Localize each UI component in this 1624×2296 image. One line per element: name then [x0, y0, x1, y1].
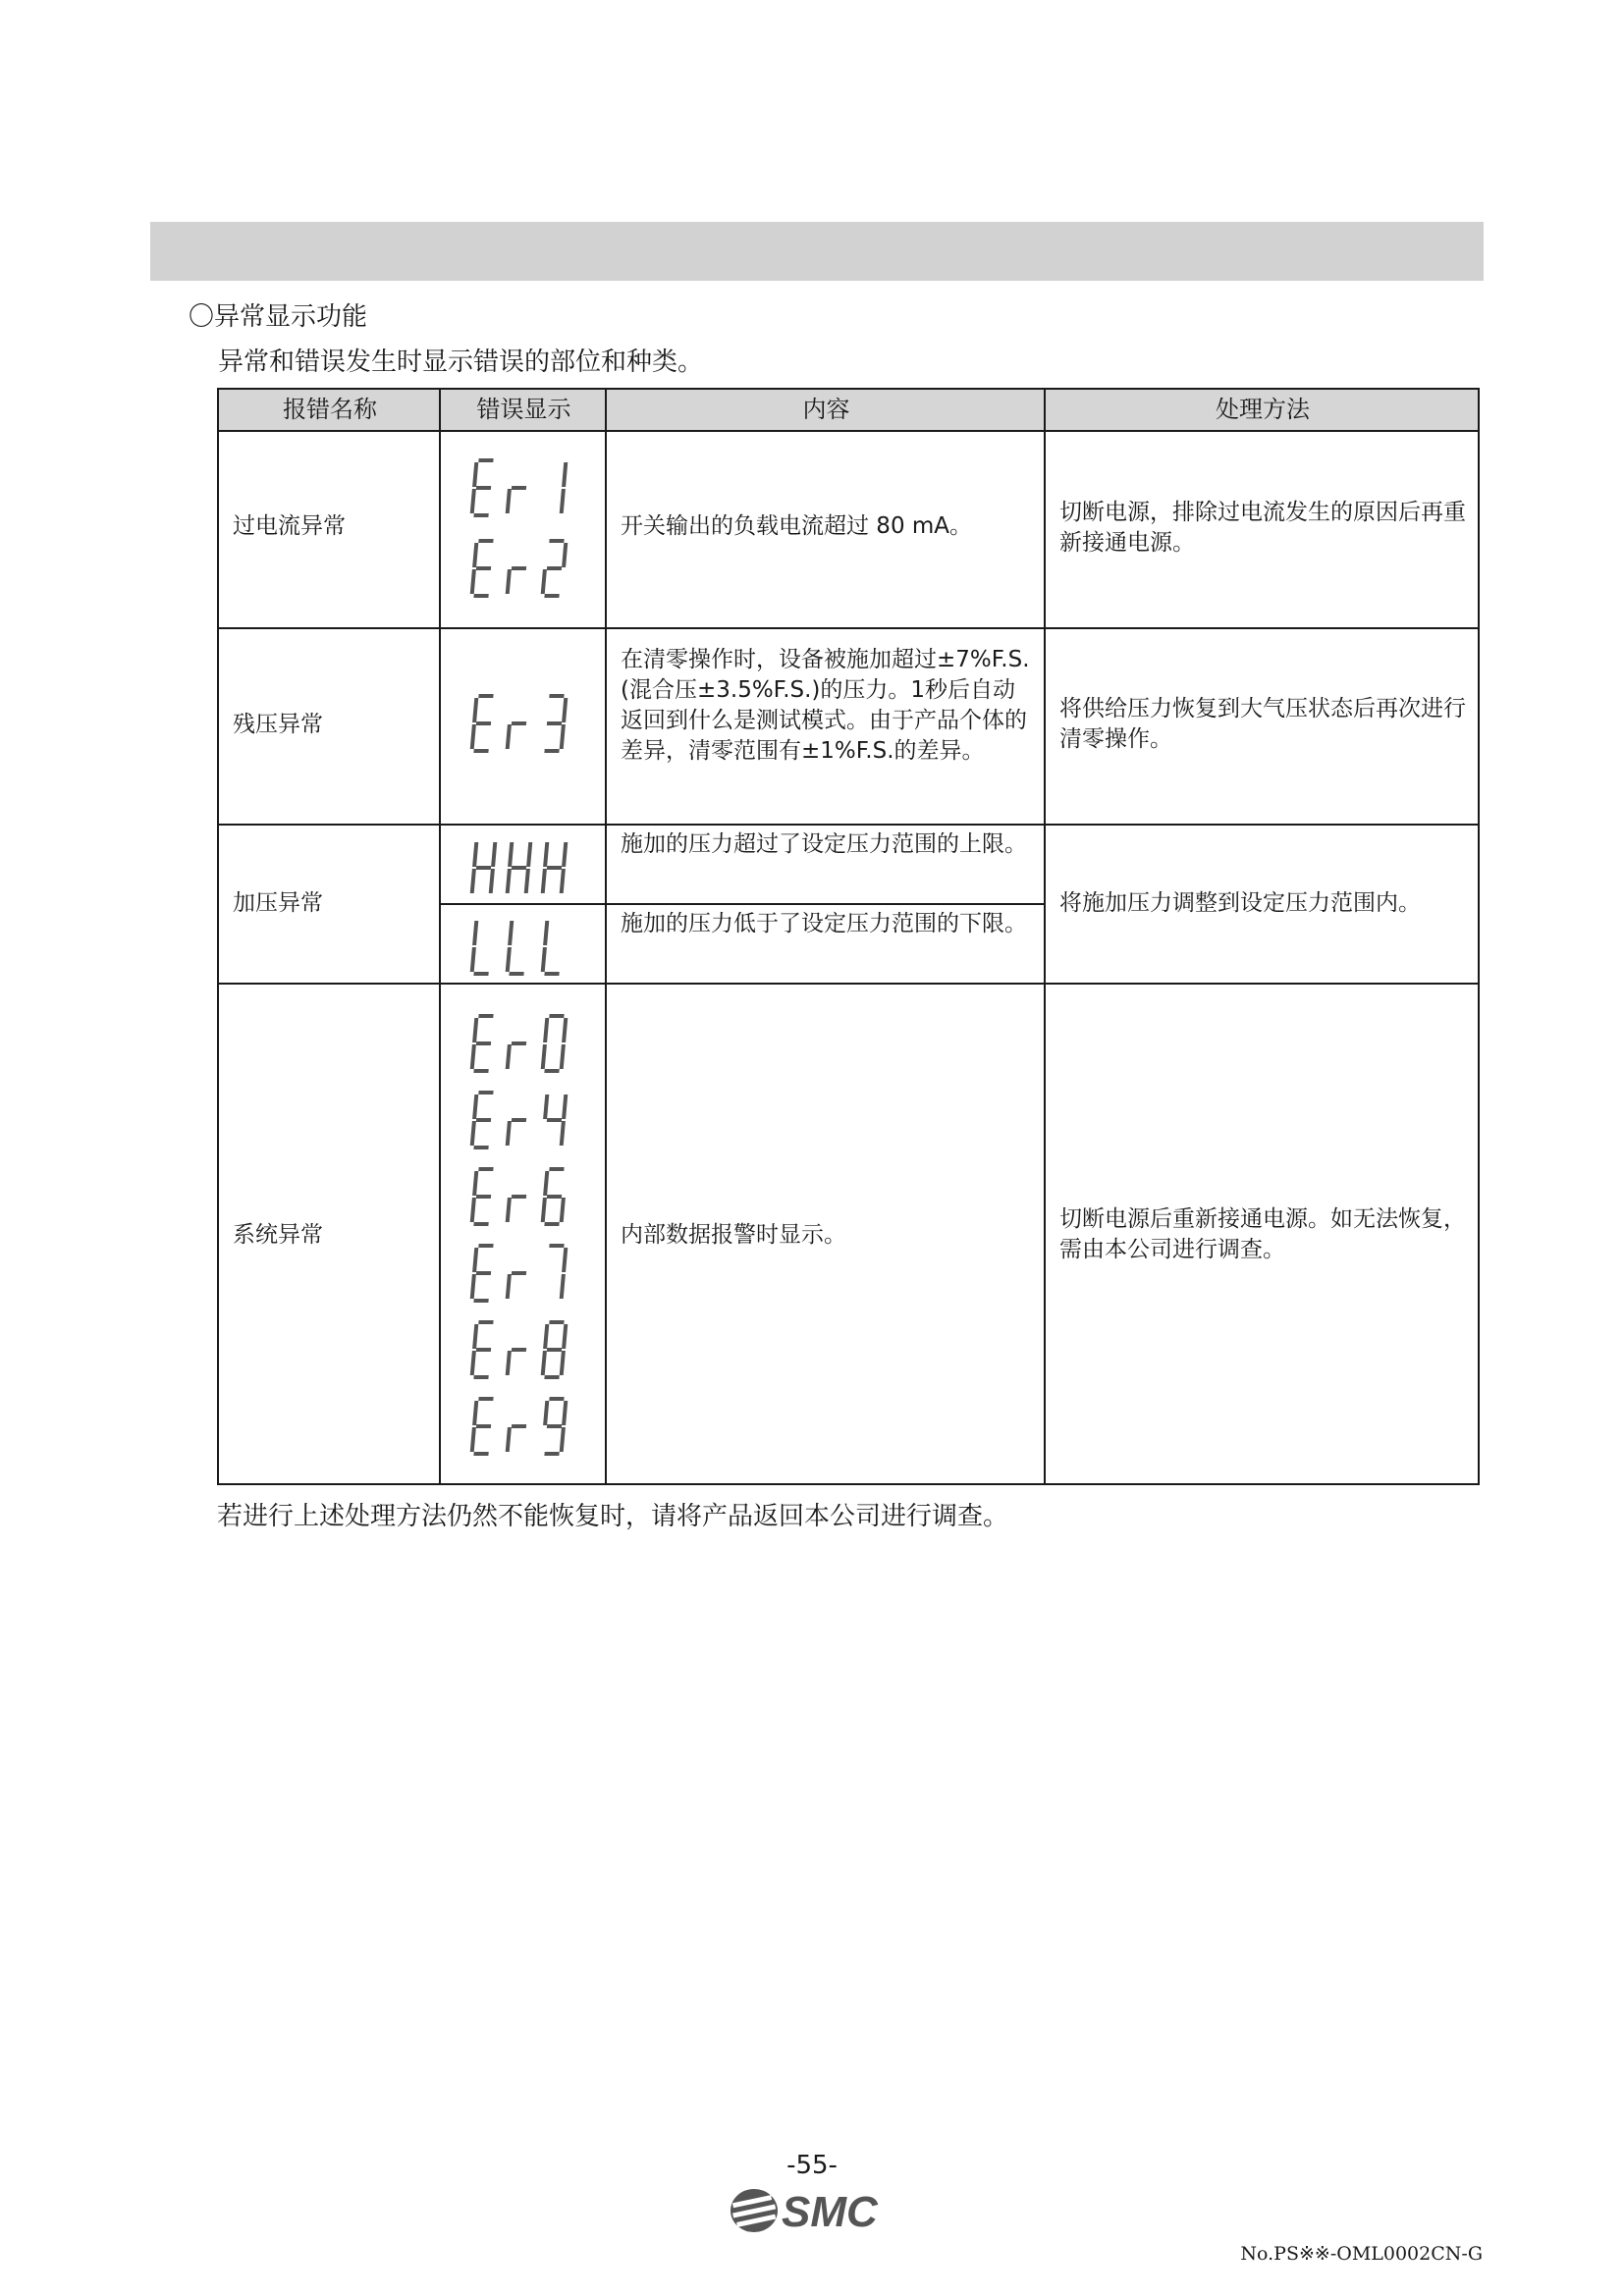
lcd-segment	[562, 1095, 568, 1119]
page-number: -55-	[786, 2151, 838, 2180]
row-divider	[219, 824, 1478, 826]
lcd-segment	[524, 869, 530, 893]
lcd-segment	[491, 842, 497, 867]
lcd-digit	[505, 1244, 532, 1303]
lcd-display-er0	[472, 1014, 578, 1073]
lcd-digit	[540, 1320, 568, 1379]
row-divider	[219, 983, 1478, 985]
lcd-segment	[470, 1044, 476, 1069]
lcd-digit	[540, 1014, 568, 1073]
lcd-segment	[473, 749, 488, 753]
lcd-segment	[541, 569, 547, 594]
lcd-segment	[544, 1069, 559, 1073]
lcd-segment	[476, 866, 491, 870]
lcd-digit	[540, 1397, 568, 1456]
lcd-segment	[560, 1044, 566, 1069]
lcd-segment	[544, 1452, 559, 1456]
lcd-segment	[472, 698, 478, 722]
lcd-segment	[547, 1195, 562, 1199]
lcd-segment	[478, 458, 493, 462]
smc-logo	[729, 2185, 905, 2240]
lcd-segment	[512, 1348, 526, 1352]
lcd-digit	[469, 1320, 497, 1379]
lcd-digit	[540, 694, 568, 753]
lcd-digit	[469, 917, 497, 976]
lcd-digit	[505, 539, 532, 598]
lcd-segment	[562, 698, 568, 722]
smc-logo-mark-icon	[731, 2189, 778, 2232]
lcd-digit	[469, 1397, 497, 1456]
error-name-pressure: 加压异常	[233, 890, 323, 916]
lcd-segment	[472, 1171, 478, 1196]
lcd-segment	[560, 489, 566, 513]
lcd-segment	[473, 513, 488, 517]
lcd-segment	[543, 1171, 549, 1196]
lcd-segment	[476, 721, 491, 725]
smc-logo-text: SMC	[782, 2188, 878, 2236]
lcd-segment	[478, 1014, 493, 1018]
lcd-segment	[470, 1274, 476, 1299]
lcd-segment	[506, 489, 512, 513]
error-name-overcurrent: 过电流异常	[233, 513, 346, 539]
lcd-segment	[470, 724, 476, 749]
lcd-digit	[540, 539, 568, 598]
lcd-segment	[543, 1401, 549, 1425]
lcd-digit	[469, 1167, 497, 1226]
lcd-segment	[476, 1118, 491, 1122]
lcd-segment	[512, 1041, 526, 1045]
lcd-segment	[512, 1118, 526, 1122]
lcd-segment	[512, 1424, 526, 1428]
lcd-segment	[562, 1324, 568, 1349]
lcd-segment	[512, 1195, 526, 1199]
lcd-segment	[476, 1271, 491, 1275]
lcd-digit	[540, 838, 568, 897]
remedy-overcurrent: 切断电源，排除过电流发生的原因后再重新接通电源。	[1059, 500, 1466, 556]
lcd-digit	[469, 694, 497, 753]
content-residual-pressure: 在清零操作时，设备被施加超过±7%F.S.(混合压±3.5%F.S.)的压力。1秒后自动返回到什么是测试模式。由于产品个体的差异，清零范围有±1%F.S.的差异。	[621, 647, 1030, 764]
lcd-segment	[543, 1324, 549, 1349]
lcd-segment	[526, 842, 532, 867]
lcd-segment	[508, 921, 514, 945]
lcd-segment	[470, 1121, 476, 1146]
lcd-segment	[470, 1427, 476, 1452]
lcd-segment	[470, 869, 476, 893]
lcd-segment	[543, 1018, 549, 1042]
content-pressure-low: 施加的压力低于了设定压力范围的下限。	[621, 911, 1027, 936]
section-heading: 〇异常显示功能	[189, 302, 368, 332]
lcd-segment	[547, 1424, 562, 1428]
lcd-digit	[469, 458, 497, 517]
lcd-segment	[489, 869, 495, 893]
lcd-segment	[547, 1348, 562, 1352]
lcd-display-er7	[472, 1244, 578, 1303]
lcd-segment	[476, 1424, 491, 1428]
lcd-segment	[560, 1121, 566, 1146]
lcd-segment	[478, 1091, 493, 1095]
lcd-display-lll	[472, 917, 578, 976]
lcd-digit	[505, 917, 532, 976]
lcd-segment	[506, 869, 512, 893]
lcd-segment	[472, 1095, 478, 1119]
lcd-segment	[560, 724, 566, 749]
lcd-segment	[476, 1348, 491, 1352]
lcd-segment	[478, 1167, 493, 1171]
remedy-system: 切断电源后重新接通电源。如无法恢复，需由本公司进行调查。	[1059, 1206, 1466, 1262]
lcd-segment	[473, 1452, 488, 1456]
lcd-segment	[547, 866, 562, 870]
lcd-segment	[473, 972, 488, 976]
lcd-segment	[478, 1320, 493, 1324]
lcd-segment	[508, 842, 514, 867]
lcd-digit	[505, 1167, 532, 1226]
lcd-segment	[473, 594, 488, 598]
lcd-display-er6	[472, 1167, 578, 1226]
lcd-segment	[549, 1167, 564, 1171]
lcd-segment	[560, 1274, 566, 1299]
lcd-segment	[506, 947, 512, 972]
lcd-segment	[562, 543, 568, 567]
lcd-segment	[506, 1044, 512, 1069]
lcd-segment	[544, 1222, 559, 1226]
sub-row-divider	[441, 903, 1046, 905]
lcd-segment	[560, 869, 566, 893]
lcd-digit	[505, 1091, 532, 1149]
lcd-digit	[469, 539, 497, 598]
lcd-segment	[562, 842, 568, 867]
lcd-segment	[541, 947, 547, 972]
lcd-digit	[469, 1091, 497, 1149]
lcd-digit	[505, 694, 532, 753]
lcd-segment	[506, 1351, 512, 1375]
lcd-segment	[512, 866, 526, 870]
lcd-segment	[549, 1397, 564, 1401]
lcd-segment	[473, 1222, 488, 1226]
lcd-segment	[512, 721, 526, 725]
lcd-segment	[470, 569, 476, 594]
lcd-segment	[506, 1427, 512, 1452]
lcd-segment	[473, 1299, 488, 1303]
lcd-segment	[506, 1121, 512, 1146]
lcd-display-er2	[472, 539, 578, 598]
lcd-segment	[549, 539, 564, 543]
footer-note: 若进行上述处理方法仍然不能恢复时，请将产品返回本公司进行调查。	[217, 1502, 1009, 1531]
lcd-segment	[512, 1271, 526, 1275]
lcd-segment	[478, 1397, 493, 1401]
lcd-segment	[472, 462, 478, 487]
lcd-digit	[505, 458, 532, 517]
lcd-segment	[547, 1118, 562, 1122]
lcd-segment	[560, 1198, 566, 1222]
lcd-segment	[544, 1375, 559, 1379]
content-pressure-high: 施加的压力超过了设定压力范围的上限。	[621, 831, 1027, 857]
lcd-segment	[506, 569, 512, 594]
header-content: 内容	[802, 396, 850, 423]
content-system: 内部数据报警时显示。	[621, 1222, 846, 1248]
lcd-segment	[543, 921, 549, 945]
lcd-segment	[547, 566, 562, 570]
lcd-segment	[472, 1248, 478, 1272]
lcd-digit	[505, 1397, 532, 1456]
lcd-display-er4	[472, 1091, 578, 1149]
lcd-segment	[470, 1198, 476, 1222]
document-number: No.PS※※-OML0002CN-G	[1240, 2243, 1483, 2265]
lcd-segment	[541, 1351, 547, 1375]
remedy-pressure: 将施加压力调整到设定压力范围内。	[1059, 890, 1421, 916]
col-divider	[439, 390, 441, 1483]
lcd-segment	[509, 972, 523, 976]
lcd-segment	[478, 539, 493, 543]
lcd-segment	[543, 1095, 549, 1119]
lcd-segment	[549, 1014, 564, 1018]
lcd-segment	[544, 594, 559, 598]
lcd-segment	[470, 1351, 476, 1375]
error-table	[217, 388, 1480, 1485]
lcd-segment	[506, 1274, 512, 1299]
lcd-segment	[473, 1069, 488, 1073]
lcd-segment	[473, 1375, 488, 1379]
error-name-system: 系统异常	[233, 1222, 323, 1248]
lcd-segment	[543, 842, 549, 867]
lcd-segment	[512, 486, 526, 490]
lcd-segment	[476, 1195, 491, 1199]
lcd-segment	[541, 869, 547, 893]
lcd-digit	[540, 1244, 568, 1303]
remedy-residual-pressure: 将供给压力恢复到大气压状态后再次进行清零操作。	[1059, 696, 1466, 752]
lcd-digit	[469, 838, 497, 897]
lcd-digit	[469, 1244, 497, 1303]
lcd-segment	[473, 1146, 488, 1149]
section-header-band	[150, 222, 1484, 281]
lcd-display-er8	[472, 1320, 578, 1379]
lcd-segment	[562, 462, 568, 487]
content-overcurrent: 开关输出的负载电流超过 80 mA。	[621, 513, 973, 539]
lcd-digit	[505, 838, 532, 897]
lcd-segment	[541, 1198, 547, 1222]
lcd-segment	[547, 721, 562, 725]
lcd-segment	[472, 1401, 478, 1425]
lcd-segment	[549, 1320, 564, 1324]
lcd-display-hhh	[472, 838, 578, 897]
lcd-segment	[562, 1401, 568, 1425]
error-name-residual-pressure: 残压异常	[233, 712, 323, 737]
row-divider	[219, 627, 1478, 629]
lcd-segment	[560, 1427, 566, 1452]
lcd-segment	[472, 921, 478, 945]
lcd-segment	[512, 566, 526, 570]
lcd-segment	[549, 694, 564, 698]
lcd-digit	[505, 1320, 532, 1379]
lcd-segment	[472, 1018, 478, 1042]
lcd-segment	[476, 566, 491, 570]
lcd-digit	[505, 1014, 532, 1073]
lcd-segment	[560, 1351, 566, 1375]
lcd-display-er9	[472, 1397, 578, 1456]
lcd-digit	[540, 1091, 568, 1149]
lcd-digit	[540, 917, 568, 976]
lcd-segment	[478, 1244, 493, 1248]
lcd-segment	[478, 694, 493, 698]
row-divider	[219, 430, 1478, 432]
header-remedy: 处理方法	[1216, 396, 1310, 423]
header-error-name: 报错名称	[283, 396, 377, 423]
lcd-segment	[470, 489, 476, 513]
lcd-display-er3	[472, 694, 578, 753]
lcd-segment	[472, 1324, 478, 1349]
lcd-segment	[476, 486, 491, 490]
lcd-segment	[476, 1041, 491, 1045]
lcd-digit	[540, 1167, 568, 1226]
col-divider	[605, 390, 607, 1483]
lcd-segment	[470, 947, 476, 972]
lcd-segment	[562, 1018, 568, 1042]
lcd-segment	[472, 842, 478, 867]
lcd-segment	[541, 1044, 547, 1069]
lcd-segment	[544, 972, 559, 976]
lcd-display-er1	[472, 458, 578, 517]
lcd-segment	[506, 724, 512, 749]
section-intro: 异常和错误发生时显示错误的部位和种类。	[218, 347, 704, 377]
header-error-display: 错误显示	[476, 396, 571, 423]
lcd-segment	[472, 543, 478, 567]
lcd-digit	[469, 1014, 497, 1073]
lcd-segment	[562, 1248, 568, 1272]
lcd-segment	[506, 1198, 512, 1222]
lcd-segment	[544, 749, 559, 753]
col-divider	[1044, 390, 1046, 1483]
lcd-digit	[540, 458, 568, 517]
lcd-segment	[549, 1244, 564, 1248]
